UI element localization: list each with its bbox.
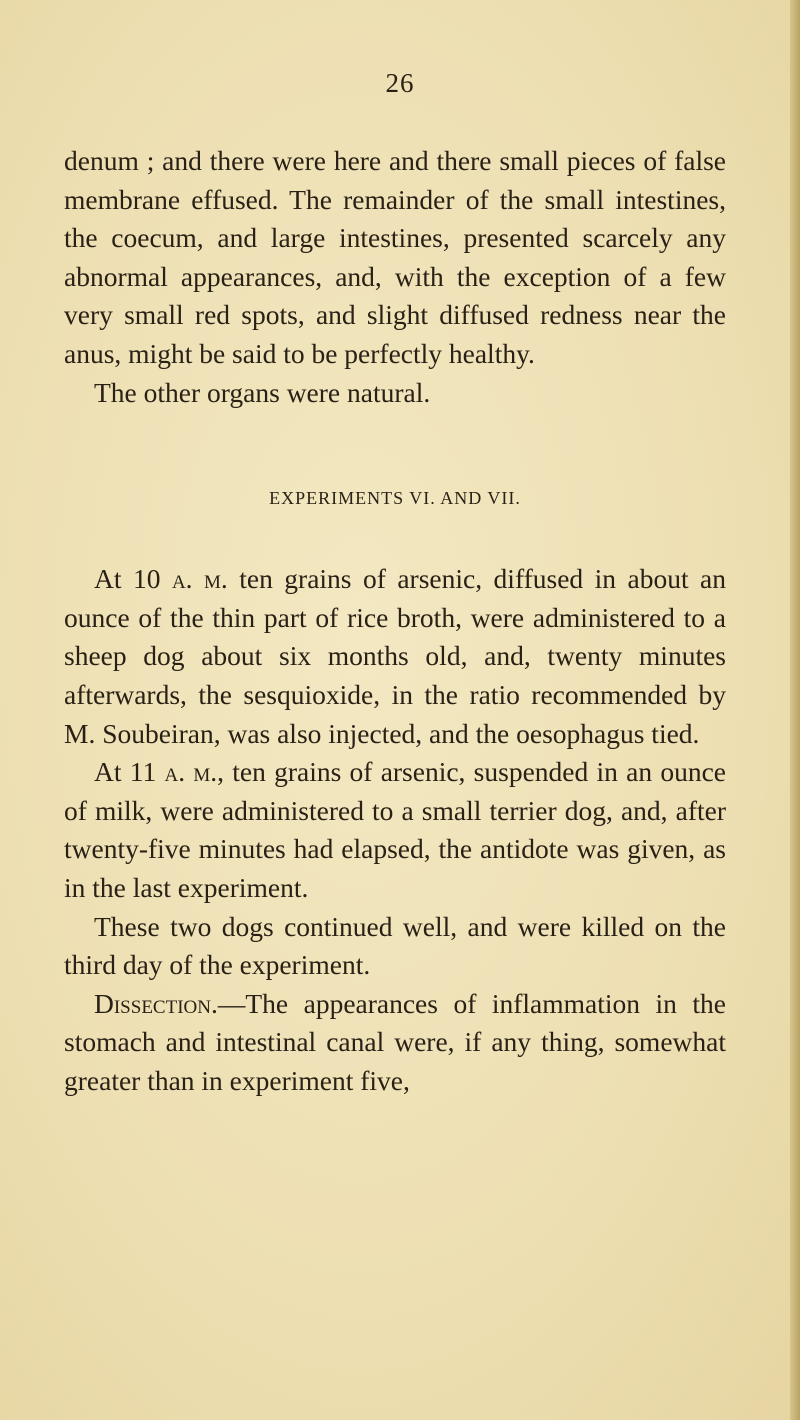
page-number: 26 [385,68,415,98]
dissection-label: Dissection. [94,987,218,1019]
page-edge-shadow [790,0,800,1420]
paragraph-experiment-seven [64,753,726,907]
paragraph-other-organs: The other organs were natural. [94,376,431,408]
experiment-seven-time: a. m. [164,756,218,788]
experiment-six-time: a. m. [171,563,228,595]
paragraph-dissection [64,985,726,1101]
body-text [64,142,726,1100]
experiment-six-text: ten grains of arsenic, diffused in about an ounce of the thin part of rice broth, were administered to a sheep dog about six months old, and, twenty minutes afterwards, the sesquioxide, in the ratio recommended by M. Soubeiran, was also injected, and the oesophagus tied. [64,563,727,749]
paragraph-continuation: denum ; and there were here and there small pieces of false membrane effused. The remainder of the small intestines, the coecum, and large intestines, presented scarcely any abnormal appearances, and, with the exception of a few very small red spots, and slight diffused redness near the anus, might be said to be perfectly healthy. [64,145,726,369]
experiment-six-start: At 10 [94,563,172,595]
experiment-seven-text: , ten grains of arsenic, suspended in an ounce of milk, were administered to a small terrier dog, and, after twenty-five minutes had elapsed, the antidote was given, as in the last experiment. [64,756,726,903]
section-heading: EXPERIMENTS VI. AND VII. [269,488,521,509]
paragraph-experiment-six [64,560,726,753]
paragraph-dogs-continued: These two dogs continued well, and were killed on the third day of the experiment. [64,910,726,981]
dissection-text: —The appearances of inflammation in the stomach and intestinal canal were, if any thing, somewhat greater than in experiment five, [64,987,726,1096]
experiment-seven-start: At 11 [94,756,165,788]
